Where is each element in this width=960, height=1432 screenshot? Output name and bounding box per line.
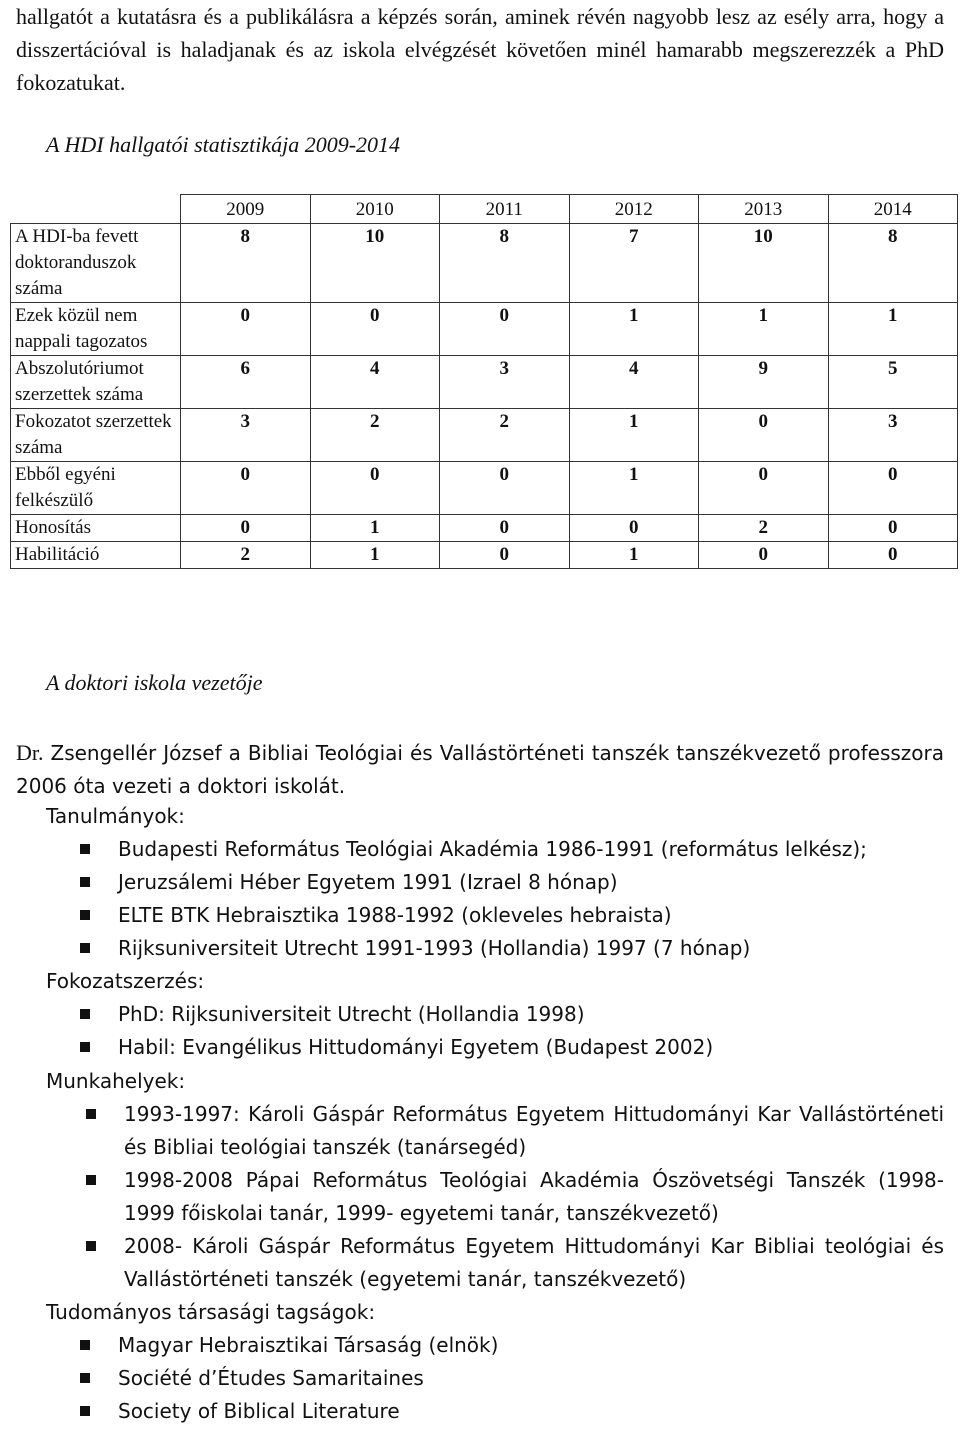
table-cell: 1 <box>569 542 699 569</box>
year-header: 2013 <box>699 195 829 224</box>
table-cell: 3 <box>828 409 958 462</box>
list-item <box>80 1395 940 1428</box>
square-bullet-icon <box>86 1241 96 1251</box>
table-cell: 2 <box>440 409 570 462</box>
table-cell: 6 <box>181 356 311 409</box>
table-cell: 0 <box>828 462 958 515</box>
square-bullet-icon <box>80 1373 90 1383</box>
leader-intro-text: Zsengellér József a Bibliai Teológiai és Vallástörténeti tanszék tanszékvezető professzora 2006 óta vezeti a doktori iskolát. <box>16 741 944 798</box>
table-row <box>11 224 958 303</box>
table-cell: 1 <box>310 542 440 569</box>
leader-intro <box>16 736 944 803</box>
list-item <box>86 1230 944 1296</box>
table-cell: 0 <box>440 542 570 569</box>
degrees-list <box>80 998 940 1064</box>
table-cell: 10 <box>310 224 440 303</box>
table-cell: 5 <box>828 356 958 409</box>
list-item <box>80 899 940 932</box>
table-cell: 8 <box>181 224 311 303</box>
leader-title-dr: Dr. <box>16 740 44 765</box>
table-cell: 8 <box>828 224 958 303</box>
table-cell: 0 <box>828 542 958 569</box>
square-bullet-icon <box>80 1042 90 1052</box>
list-item <box>80 998 940 1031</box>
list-item-text: Magyar Hebraisztikai Társaság (elnök) <box>118 1333 499 1357</box>
table-cell: 10 <box>699 224 829 303</box>
table-cell: 1 <box>569 462 699 515</box>
table-cell: 0 <box>310 462 440 515</box>
year-header: 2012 <box>569 195 699 224</box>
list-item <box>80 1329 940 1362</box>
square-bullet-icon <box>80 1406 90 1416</box>
table-cell: 1 <box>569 303 699 356</box>
year-header: 2009 <box>181 195 311 224</box>
table-cell: 4 <box>310 356 440 409</box>
table-cell: 8 <box>440 224 570 303</box>
table-cell: 0 <box>440 303 570 356</box>
work-list <box>86 1098 944 1296</box>
list-item-text: Habil: Evangélikus Hittudományi Egyetem (Budapest 2002) <box>118 1035 714 1059</box>
table-cell: 7 <box>569 224 699 303</box>
table-row <box>11 515 958 542</box>
list-item <box>80 1031 940 1064</box>
table-cell: 9 <box>699 356 829 409</box>
list-item <box>86 1164 944 1230</box>
table-row <box>11 542 958 569</box>
societies-label: Tudományos társasági tagságok: <box>46 1300 376 1324</box>
table-cell: 0 <box>699 462 829 515</box>
table-cell: 3 <box>440 356 570 409</box>
square-bullet-icon <box>80 910 90 920</box>
societies-list <box>80 1329 940 1428</box>
list-item <box>86 1098 944 1164</box>
table-cell: 0 <box>828 515 958 542</box>
studies-list <box>80 833 940 965</box>
table-cell: 0 <box>440 462 570 515</box>
table-row <box>11 462 958 515</box>
square-bullet-icon <box>86 1109 96 1119</box>
list-item-text: Rijksuniversiteit Utrecht 1991-1993 (Hollandia) 1997 (7 hónap) <box>118 936 751 960</box>
table-cell: 1 <box>310 515 440 542</box>
list-item <box>80 866 940 899</box>
square-bullet-icon <box>80 1009 90 1019</box>
list-item <box>80 1362 940 1395</box>
row-label: Fokozatot szerzettek száma <box>11 409 181 462</box>
table-title: A HDI hallgatói statisztikája 2009-2014 <box>46 132 401 157</box>
square-bullet-icon <box>80 1340 90 1350</box>
square-bullet-icon <box>86 1175 96 1185</box>
list-item <box>80 833 940 866</box>
table-cell: 0 <box>181 303 311 356</box>
square-bullet-icon <box>80 877 90 887</box>
square-bullet-icon <box>80 844 90 854</box>
section-heading: A doktori iskola vezetője <box>46 670 263 695</box>
list-item-text: 2008- Károli Gáspár Református Egyetem Hittudományi Kar Bibliai teológiai és Vallástörténeti tanszék (egyetemi tanár, tanszékvezető) <box>124 1234 944 1291</box>
row-label: A HDI-ba fevett doktoranduszok száma <box>11 224 181 303</box>
row-label: Abszolutóriumot szerzettek száma <box>11 356 181 409</box>
table-cell: 1 <box>699 303 829 356</box>
square-bullet-icon <box>80 943 90 953</box>
degrees-label: Fokozatszerzés: <box>46 969 205 993</box>
list-item-text: Jeruzsálemi Héber Egyetem 1991 (Izrael 8 hónap) <box>118 870 618 894</box>
table-cell: 2 <box>699 515 829 542</box>
row-label: Habilitáció <box>11 542 181 569</box>
row-label: Ebből egyéni felkészülő <box>11 462 181 515</box>
table-cell: 0 <box>440 515 570 542</box>
table-row <box>11 356 958 409</box>
list-item-text: PhD: Rijksuniversiteit Utrecht (Hollandia 1998) <box>118 1002 585 1026</box>
studies-label: Tanulmányok: <box>46 804 185 828</box>
list-item-text: 1993-1997: Károli Gáspár Református Egyetem Hittudományi Kar Vallástörténeti és Bibliai teológiai tanszék (tanársegéd) <box>124 1102 944 1159</box>
table-cell: 0 <box>699 409 829 462</box>
statistics-table <box>10 194 958 569</box>
list-item-text: Society of Biblical Literature <box>118 1399 400 1423</box>
year-header: 2011 <box>440 195 570 224</box>
table-cell: 0 <box>181 515 311 542</box>
row-label: Ezek közül nem nappali tagozatos <box>11 303 181 356</box>
intro-paragraph: hallgatót a kutatásra és a publikálásra a képzés során, aminek révén nagyobb lesz az esély arra, hogy a disszertációval is haladjanak és az iskola elvégzését követően minél hamarabb megszerezzék a PhD fokozatukat. <box>16 4 944 95</box>
table-corner-cell <box>11 195 181 224</box>
table-cell: 3 <box>181 409 311 462</box>
table-cell: 2 <box>310 409 440 462</box>
list-item-text: ELTE BTK Hebraisztika 1988-1992 (okleveles hebraista) <box>118 903 672 927</box>
year-header: 2010 <box>310 195 440 224</box>
list-item-text: 1998-2008 Pápai Református Teológiai Akadémia Ószövetségi Tanszék (1998-1999 főiskolai tanár, 1999- egyetemi tanár, tanszékvezető) <box>124 1168 944 1225</box>
table-cell: 1 <box>828 303 958 356</box>
table-cell: 0 <box>181 462 311 515</box>
table-cell: 2 <box>181 542 311 569</box>
list-item-text: Société d’Études Samaritaines <box>118 1366 424 1390</box>
list-item-text: Budapesti Református Teológiai Akadémia 1986-1991 (református lelkész); <box>118 837 867 861</box>
table-row <box>11 303 958 356</box>
table-cell: 0 <box>699 542 829 569</box>
table-cell: 1 <box>569 409 699 462</box>
table-cell: 4 <box>569 356 699 409</box>
row-label: Honosítás <box>11 515 181 542</box>
table-cell: 0 <box>569 515 699 542</box>
list-item <box>80 932 940 965</box>
year-header: 2014 <box>828 195 958 224</box>
table-row <box>11 409 958 462</box>
table-cell: 0 <box>310 303 440 356</box>
work-label: Munkahelyek: <box>46 1069 186 1093</box>
